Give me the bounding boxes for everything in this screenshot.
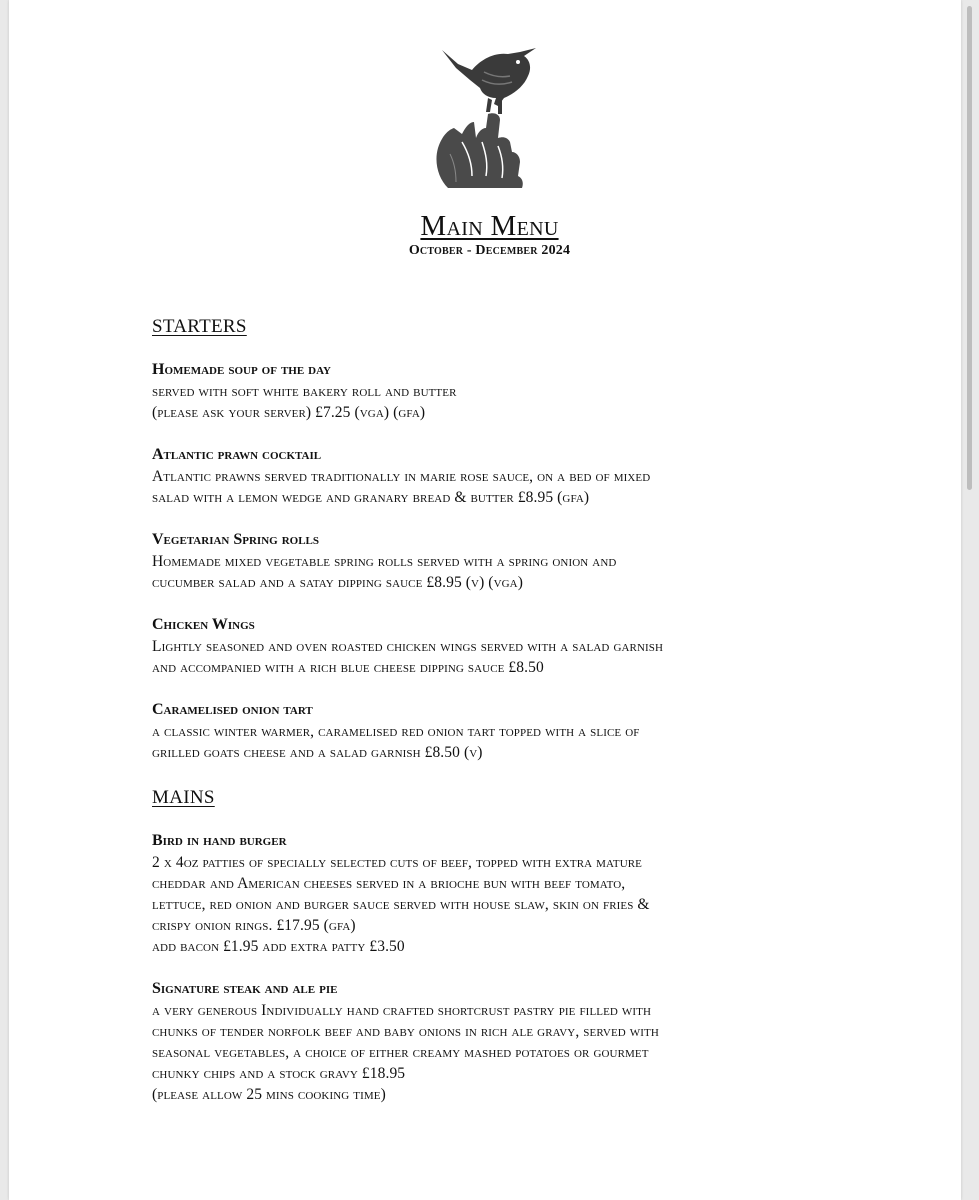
- item-description: [152, 852, 832, 957]
- menu-item: [152, 699, 832, 763]
- menu-date-range: October - December 2024: [408, 243, 571, 258]
- item-description: [152, 636, 832, 678]
- menu-item: [152, 614, 832, 678]
- item-line: a classic winter warmer, caramelised red onion tart topped with a slice of: [152, 723, 640, 740]
- menu-item: [152, 359, 832, 423]
- item-line: chunky chips and a stock gravy £18.95: [152, 1065, 406, 1082]
- section-mains: [152, 785, 832, 1105]
- item-description: [152, 1000, 832, 1105]
- item-line: a very generous Individually hand crafted shortcrust pastry pie filled with: [152, 1002, 652, 1019]
- item-line: 2 x 4oz patties of specially selected cuts of beef, topped with extra mature: [152, 854, 642, 871]
- item-name: Atlantic prawn cocktail: [152, 446, 322, 463]
- item-line: cheddar and American cheeses served in a brioche bun with beef tomato,: [152, 875, 626, 892]
- item-line: salad with a lemon wedge and granary bread & butter £8.95 (gfa): [152, 489, 590, 506]
- item-line: served with soft white bakery roll and butter: [152, 383, 457, 400]
- item-name: Vegetarian Spring rolls: [152, 531, 319, 548]
- menu-item: [152, 978, 832, 1105]
- section-starters: [152, 314, 832, 763]
- scrollbar-thumb[interactable]: [967, 6, 972, 490]
- menu-content: [152, 314, 832, 1126]
- item-description: [152, 721, 832, 763]
- menu-item: [152, 529, 832, 593]
- bird-on-hand-icon: [428, 42, 542, 190]
- item-line: grilled goats cheese and a salad garnish £8.50 (v): [152, 744, 483, 761]
- item-line: add bacon £1.95 add extra patty £3.50: [152, 938, 405, 955]
- item-name: Chicken Wings: [152, 616, 255, 633]
- section-heading: STARTERS: [152, 316, 247, 337]
- item-name: Bird in hand burger: [152, 832, 287, 849]
- item-line: crispy onion rings. £17.95 (gfa): [152, 917, 356, 934]
- item-name: Signature steak and ale pie: [152, 980, 338, 997]
- item-description: [152, 381, 832, 423]
- section-heading: MAINS: [152, 787, 215, 808]
- vertical-scrollbar[interactable]: [961, 0, 979, 1200]
- item-line: Homemade mixed vegetable spring rolls served with a spring onion and: [152, 553, 617, 570]
- item-line: (please ask your server) £7.25 (vga) (gfa): [152, 404, 426, 421]
- item-line: Lightly seasoned and oven roasted chicken wings served with a salad garnish: [152, 638, 664, 655]
- item-line: chunks of tender norfolk beef and baby onions in rich ale gravy, served with: [152, 1023, 659, 1040]
- item-line: cucumber salad and a satay dipping sauce £8.95 (v) (vga): [152, 574, 523, 591]
- item-description: [152, 551, 832, 593]
- item-line: Atlantic prawns served traditionally in marie rose sauce, on a bed of mixed: [152, 468, 651, 485]
- item-name: Homemade soup of the day: [152, 361, 331, 378]
- item-line: (please allow 25 mins cooking time): [152, 1086, 386, 1103]
- item-line: and accompanied with a rich blue cheese dipping sauce £8.50: [152, 659, 544, 676]
- item-line: seasonal vegetables, a choice of either creamy mashed potatoes or gourmet: [152, 1044, 649, 1061]
- item-line: lettuce, red onion and burger sauce served with house slaw, skin on fries &: [152, 896, 650, 913]
- menu-item: [152, 444, 832, 508]
- item-name: Caramelised onion tart: [152, 701, 313, 718]
- item-description: [152, 466, 832, 508]
- menu-item: [152, 830, 832, 957]
- menu-title: Main Menu: [420, 210, 559, 242]
